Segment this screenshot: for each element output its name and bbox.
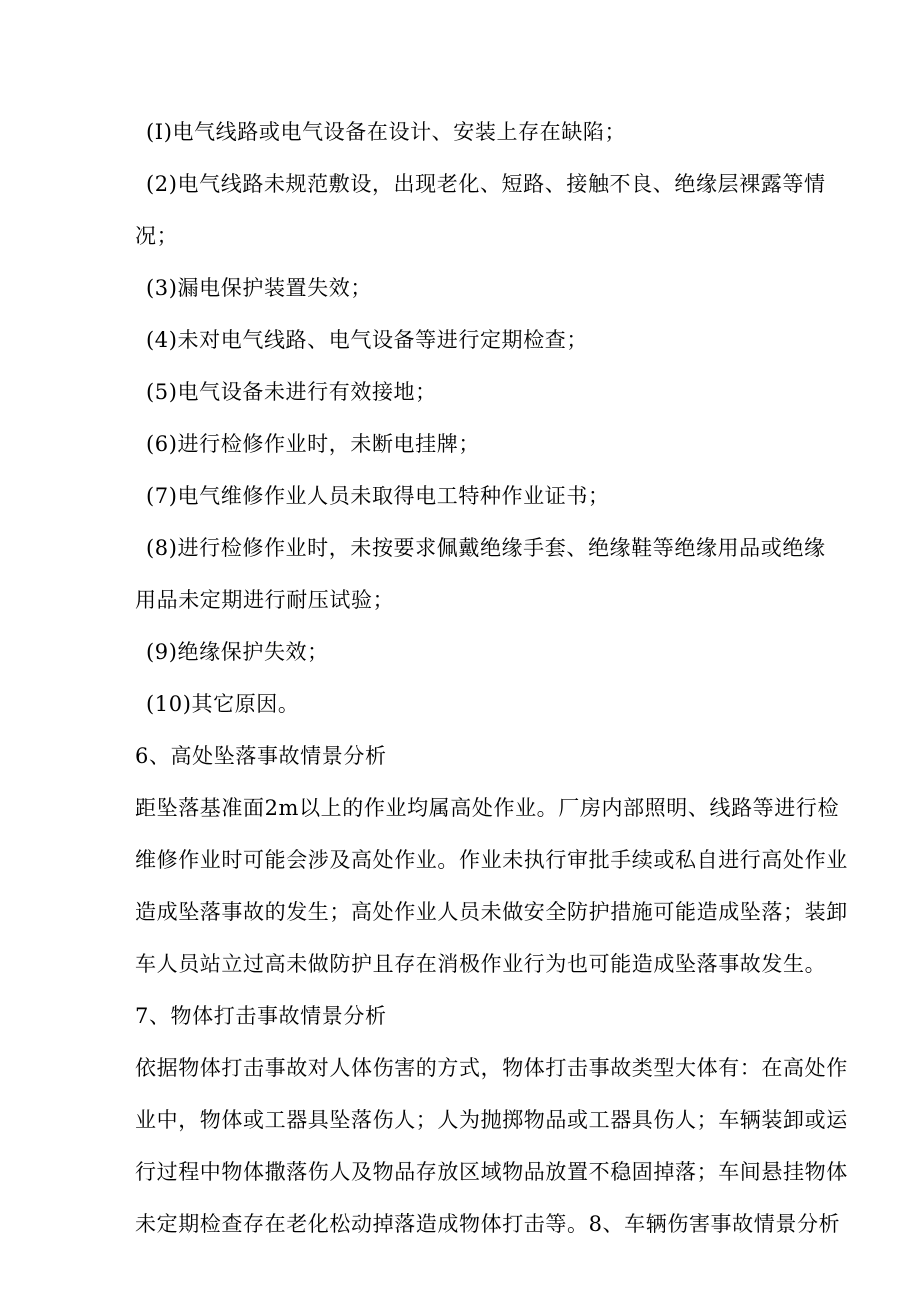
list-item-8-line-1: (8)进行检修作业时，未按要求佩戴绝缘手套、绝缘鞋等绝缘用品或绝缘 [146,536,826,560]
paragraph-6-line-2: 维修作业时可能会涉及高处作业。作业未执行审批手续或私自进行高处作业 [135,848,848,872]
list-item-10: (10)其它原因。 [146,692,300,716]
paragraph-7-line-4: 未定期检查存在老化松动掉落造成物体打击等。8、车辆伤害事故情景分析 [135,1212,841,1236]
list-item-5: (5)电气设备未进行有效接地； [146,380,437,404]
paragraph-6-line-1: 距坠落基准面2m以上的作业均属高处作业。厂房内部照明、线路等进行检 [135,796,840,820]
list-item-1: (I)电气线路或电气设备在设计、安装上存在缺陷； [146,120,627,144]
list-item-9: (9)绝缘保护失效； [146,640,329,664]
paragraph-7-line-2: 业中，物体或工器具坠落伤人；人为抛掷物品或工器具伤人；车辆装卸或运 [135,1108,848,1132]
section-heading-7: 7、物体打击事故情景分析 [135,1004,387,1028]
section-heading-6: 6、高处坠落事故情景分析 [135,744,387,768]
list-item-6: (6)进行检修作业时，未断电挂牌； [146,432,480,456]
list-item-7: (7)电气维修作业人员未取得电工特种作业证书； [146,484,610,508]
list-item-2-line-1: (2)电气线路未规范敷设，出现老化、短路、接触不良、绝缘层裸露等情 [146,172,826,196]
list-item-8-line-2: 用品未定期进行耐压试验； [135,588,395,612]
list-item-4: (4)未对电气线路、电气设备等进行定期检查； [146,328,588,352]
paragraph-7-line-1: 依据物体打击事故对人体伤害的方式，物体打击事故类型大体有：在高处作 [135,1056,848,1080]
paragraph-6-line-4: 车人员站立过高未做防护且存在消极作业行为也可能造成坠落事故发生。 [135,952,827,976]
paragraph-7-line-3: 行过程中物体撒落伤人及物品存放区域物品放置不稳固掉落；车间悬挂物体 [135,1160,848,1184]
list-item-3: (3)漏电保护装置失效； [146,276,372,300]
list-item-2-line-2: 况； [135,224,179,248]
paragraph-6-line-3: 造成坠落事故的发生；高处作业人员未做安全防护措施可能造成坠落；装卸 [135,900,848,924]
